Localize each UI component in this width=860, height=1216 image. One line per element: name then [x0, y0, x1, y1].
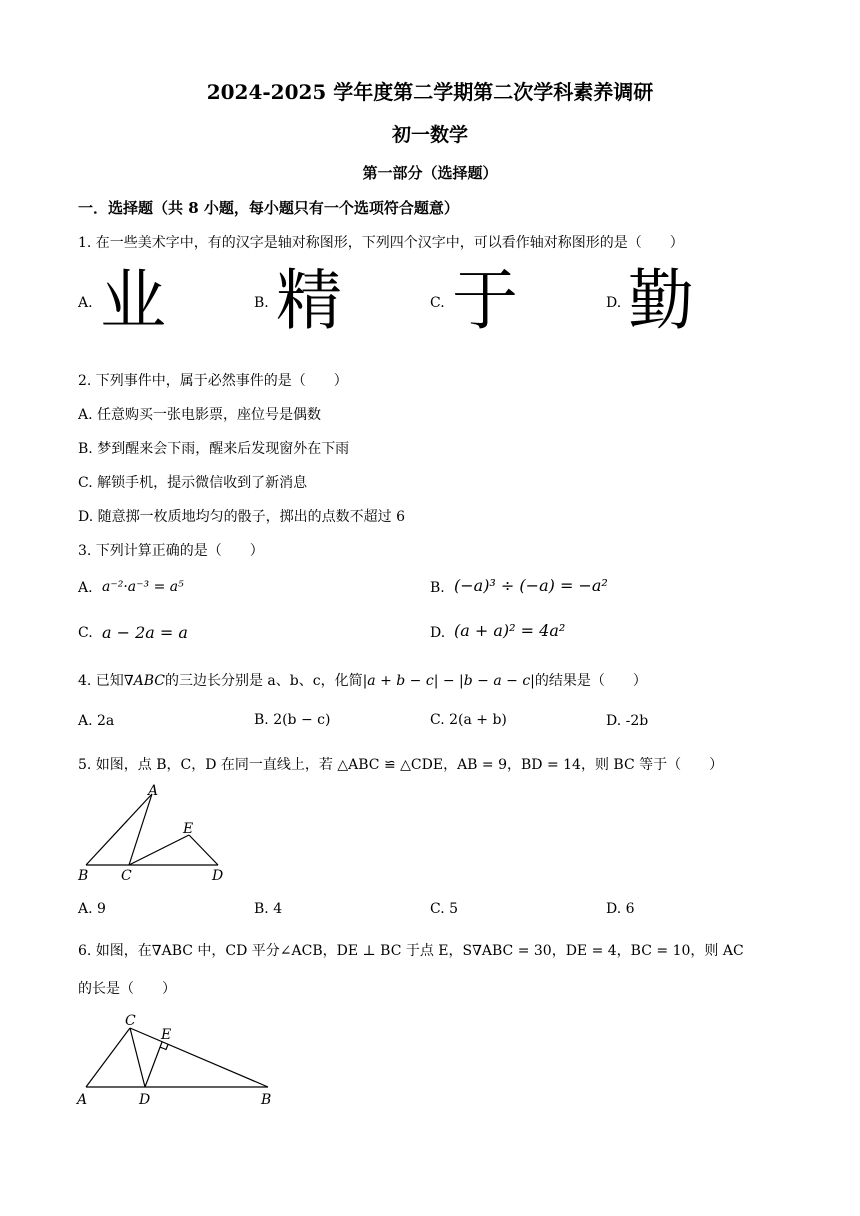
q1-option-c-letter: C.: [430, 295, 445, 311]
q4-abs-expr: |a + b − c| − |b − a − c|: [362, 673, 535, 689]
q6-label-e: E: [161, 1027, 172, 1043]
q6-label-a: A: [77, 1092, 88, 1108]
q1-stem: 1. 在一些美术字中，有的汉字是轴对称图形，下列四个汉字中，可以看作轴对称图形的是（ ）: [78, 235, 684, 251]
q4-option-c: C. 2(a + b): [430, 712, 507, 728]
part-title: 第一部分（选择题）: [362, 164, 498, 182]
q1-option-c-char: 于: [452, 262, 518, 339]
q4-option-b: B. 2(b − c): [254, 712, 331, 728]
q4-stem-mid: 的三边长分别是 a、b、c，化简: [164, 673, 363, 689]
q2-option-c: C. 解锁手机，提示微信收到了新消息: [78, 475, 308, 491]
q3-option-c-expr: a − 2a = a: [102, 623, 188, 642]
q3-option-b-expr: (−a)³ ÷ (−a) = −a²: [454, 576, 608, 595]
q1-option-d-letter: D.: [606, 295, 622, 311]
q1-option-d-char: 勤: [628, 262, 694, 339]
q2-option-b: B. 梦到醒来会下雨，醒来后发现窗外在下雨: [78, 441, 350, 457]
q6-stem-line1: 6. 如图，在∇ABC 中，CD 平分∠ACB，DE ⊥ BC 于点 E，S∇ABC = 30，DE = 4，BC = 10，则 AC: [78, 943, 744, 959]
q1-option-a-char: 业: [100, 262, 166, 339]
q5-stem: 5. 如图，点 B，C，D 在同一直线上，若 △ABC ≌ △CDE，AB = 9，BD = 14，则 BC 等于（ ）: [78, 757, 724, 773]
q4-stem: [78, 670, 647, 690]
q5-label-a: A: [148, 783, 159, 799]
q5-option-b: B. 4: [254, 901, 283, 917]
q2-option-d: D. 随意掷一枚质地均匀的骰子，掷出的点数不超过 6: [78, 509, 405, 525]
q4-triangle: ∇ABC: [123, 673, 165, 689]
q3-option-a-letter: A.: [78, 580, 93, 596]
q3-option-a-expr: a⁻²·a⁻³ = a⁵: [102, 579, 184, 595]
q6-label-b: B: [261, 1092, 272, 1108]
q1-option-b-letter: B.: [254, 295, 269, 311]
exam-title: 2024-2025 学年度第二学期第二次学科素养调研: [206, 80, 654, 104]
q3-option-d-letter: D.: [430, 625, 446, 641]
q6-label-d: D: [139, 1092, 151, 1108]
q5-label-d: D: [212, 868, 224, 884]
q5-option-d: D. 6: [606, 901, 635, 917]
q6-stem-line2: 的长是（ ）: [78, 981, 176, 997]
q1-option-b-char: 精: [276, 262, 342, 339]
q4-stem-suffix: 的结果是（ ）: [534, 673, 647, 689]
q2-stem: 2. 下列事件中，属于必然事件的是（ ）: [78, 373, 348, 389]
q4-option-d: D. -2b: [606, 713, 649, 729]
q1-option-a-letter: A.: [78, 295, 93, 311]
q3-stem: 3. 下列计算正确的是（ ）: [78, 543, 264, 559]
q5-figure: [72, 782, 242, 886]
section-heading: 一．选择题（共 8 小题，每小题只有一个选项符合题意）: [78, 199, 459, 217]
q6-label-c: C: [125, 1013, 136, 1029]
q4-stem-prefix: 4. 已知: [78, 673, 124, 689]
q3-option-b-letter: B.: [430, 580, 445, 596]
q6-figure: [72, 1008, 282, 1110]
q5-option-c: C. 5: [430, 901, 459, 917]
q5-label-b: B: [78, 868, 89, 884]
q4-option-a: A. 2a: [78, 713, 115, 729]
q5-label-e: E: [183, 821, 194, 837]
q3-option-c-letter: C.: [78, 625, 93, 641]
q3-option-d-expr: (a + a)² = 4a²: [454, 621, 566, 640]
exam-subtitle: 初一数学: [391, 124, 468, 146]
q5-label-c: C: [121, 868, 132, 884]
q2-option-a: A. 任意购买一张电影票，座位号是偶数: [78, 407, 322, 423]
q5-option-a: A. 9: [78, 901, 106, 917]
